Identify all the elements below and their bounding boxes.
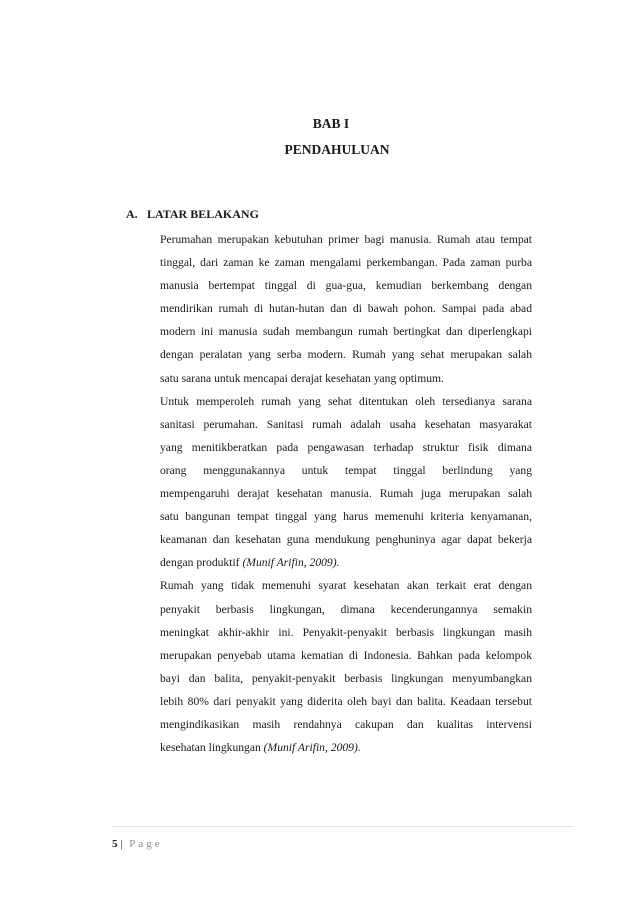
line-text: dengan produktif (160, 556, 243, 570)
line-text: sanitasi perumahan. Sanitasi rumah adalah usaha kesehatan masyarakat (160, 417, 532, 431)
paragraph-line (160, 528, 532, 551)
paragraph-line (160, 343, 532, 366)
line-text: mendirikan rumah di hutan-hutan dan di bawah pohon. Sampai pada abad (160, 302, 532, 316)
paragraph-line (160, 621, 532, 644)
section-number: A. (126, 207, 138, 221)
line-text: bayi dan balita, penyakit-penyakit berbasis lingkungan menyumbangkan (160, 671, 532, 685)
section-heading (126, 207, 259, 222)
line-text: keamanan dan kesehatan guna mendukung penghuninya agar dapat bekerja (160, 533, 532, 547)
paragraph-line (160, 482, 532, 505)
line-text: mengindikasikan masih rendahnya cakupan dan kualitas intervensi (160, 717, 532, 731)
footer-divider (112, 826, 574, 827)
line-text: merupakan penyebab utama kematian di Indonesia. Bahkan pada kelompok (160, 648, 532, 662)
line-text: Perumahan merupakan kebutuhan primer bagi manusia. Rumah atau tempat (160, 233, 532, 246)
line-text: lebih 80% dari penyakit yang diderita oleh bayi dan balita. Keadaan tersebut (160, 694, 532, 708)
line-text: modern ini manusia sudah membangun rumah bertingkat dan diperlengkapi (160, 325, 532, 339)
paragraph-line (160, 644, 532, 667)
paragraph-line (160, 574, 532, 597)
line-text: mempengaruhi derajat kesehatan manusia. Rumah juga merupakan salah (160, 487, 532, 501)
line-text: penyakit berbasis lingkungan, dimana kecenderungannya semakin (160, 602, 532, 616)
paragraph-line (160, 367, 532, 390)
paragraph-line (160, 413, 532, 436)
citation: (Munif Arifin, 2009). (263, 741, 361, 755)
paragraph-line (160, 598, 532, 621)
page-number: 5 (112, 838, 118, 850)
citation: (Munif Arifin, 2009). (242, 556, 340, 570)
body-text (160, 228, 532, 759)
paragraph-line (160, 274, 532, 297)
line-text: meningkat akhir-akhir ini. Penyakit-penyakit berbasis lingkungan masih (160, 625, 532, 639)
line-text: satu sarana untuk mencapai derajat kesehatan yang optimum. (160, 371, 444, 385)
paragraph-line (160, 667, 532, 690)
paragraph-line (160, 505, 532, 528)
paragraph-line (160, 459, 532, 482)
paragraph-line (160, 436, 532, 459)
paragraph-line (160, 736, 532, 759)
line-text: manusia bertempat tinggal di gua-gua, kemudian berkembang dengan (160, 279, 532, 293)
line-text: kesehatan lingkungan (160, 741, 264, 755)
line-text: Rumah yang tidak memenuhi syarat kesehatan akan terkait erat dengan (160, 579, 532, 593)
page-label: Page (129, 838, 163, 850)
line-text: satu bangunan tempat tinggal yang harus memenuhi kriteria kenyamanan, (160, 510, 532, 524)
paragraph-line (160, 320, 532, 343)
footer-separator: | (120, 838, 123, 850)
line-text: tinggal, dari zaman ke zaman mengalami perkembangan. Pada zaman purba (160, 256, 532, 270)
page-footer (112, 838, 163, 850)
paragraph-line (160, 551, 532, 574)
paragraph-line (160, 713, 532, 736)
paragraph-line (160, 297, 532, 320)
chapter-title: PENDAHULUAN (284, 142, 390, 157)
line-text: Untuk memperoleh rumah yang sehat ditentukan oleh tersedianya sarana (160, 394, 532, 408)
paragraph-line (160, 251, 532, 274)
line-text: dengan peralatan yang serba modern. Rumah yang sehat merupakan salah (160, 348, 532, 362)
chapter-heading: BAB I (312, 116, 350, 131)
line-text: orang menggunakannya untuk tempat tinggal berlindung yang (160, 463, 532, 477)
line-text: yang menitikberatkan pada pengawasan terhadap struktur fisik dimana (160, 440, 532, 454)
paragraph-line (160, 690, 532, 713)
paragraph-line (160, 390, 532, 413)
paragraph-line (160, 228, 532, 251)
section-title: LATAR BELAKANG (147, 207, 259, 221)
